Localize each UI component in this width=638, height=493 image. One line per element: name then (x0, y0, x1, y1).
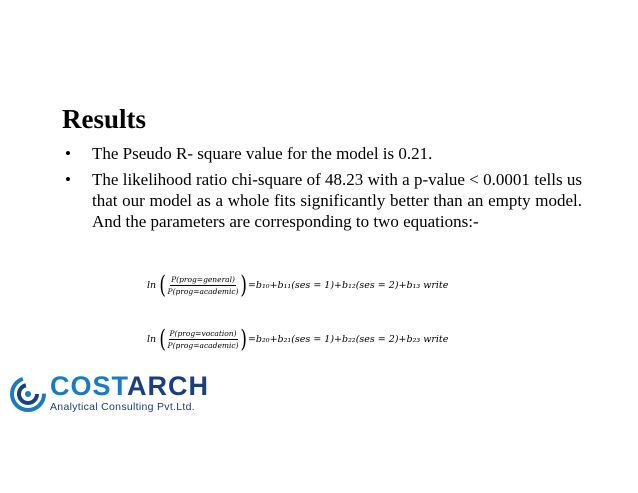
bullet-item (62, 143, 582, 164)
logo-tagline: Analytical Consulting Pvt.Ltd. (50, 401, 195, 413)
slide-title: Results (62, 104, 147, 134)
left-paren: ( (159, 271, 167, 299)
right-paren: ) (239, 271, 247, 299)
bullet-text: The Pseudo R- square value for the model is 0.21. (92, 144, 433, 163)
equation-vocation (147, 327, 448, 351)
fraction-numerator: P(prog=general) (171, 274, 235, 284)
equation-fraction (167, 274, 240, 297)
bullet-list (62, 143, 582, 237)
bullet-glyph: • (65, 144, 71, 163)
bullet-text: The likelihood ratio chi-square of 48.23 with a p-value < 0.0001 tells us that our model as a whole fits significantly better than an empty model. And the parameters are corresponding to two equations:- (92, 170, 582, 231)
equation-ln: ln (147, 333, 157, 345)
bullet-glyph: • (65, 170, 71, 189)
fraction-numerator: P(prog=vocation) (169, 328, 237, 338)
logo-brand-part1: COST (50, 371, 127, 401)
equation-rhs: =b₂₀+b₂₁(ses = 1)+b₂₂(ses = 2)+b₂₃ write (247, 333, 449, 345)
equation-rhs: =b₁₀+b₁₁(ses = 1)+b₁₂(ses = 2)+b₁₃ write (247, 279, 449, 291)
costarch-logo-icon (10, 376, 46, 412)
logo-wordmark (50, 373, 209, 400)
fraction-denominator: P(prog=academic) (167, 286, 239, 296)
right-paren: ) (239, 325, 247, 353)
left-paren: ( (159, 325, 167, 353)
fraction-denominator: P(prog=academic) (167, 340, 239, 350)
bullet-item (62, 169, 582, 232)
equation-ln: ln (147, 279, 157, 291)
equation-general (147, 273, 448, 297)
costarch-logo (10, 373, 210, 417)
equation-fraction (167, 328, 240, 351)
logo-brand-part2: ARCH (127, 371, 209, 401)
